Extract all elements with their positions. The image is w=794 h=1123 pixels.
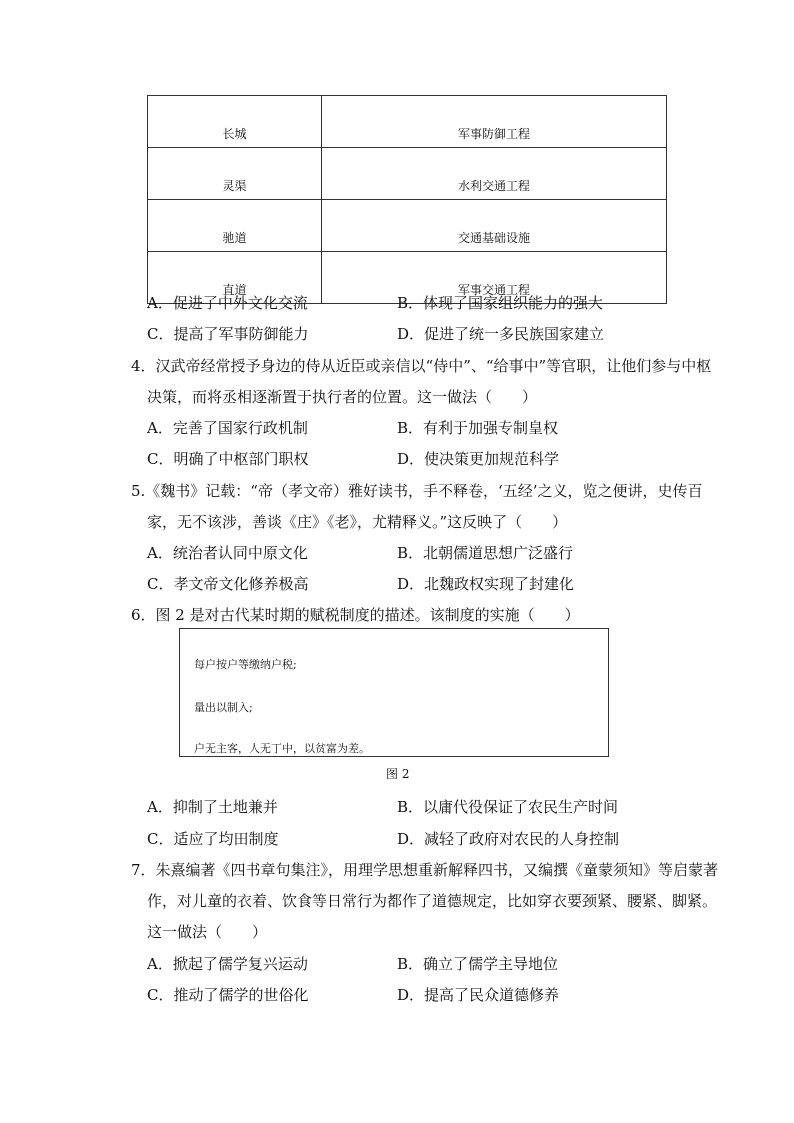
q7-stem-line2: 作，对儿童的衣着、饮食等日常行为都作了道德规定，比如穿衣要颈紧、腰紧、脚紧。: [147, 892, 718, 910]
q5-option-d: D．北魏政权实现了封建化: [397, 575, 575, 593]
table-cell-type: 军事交通工程: [322, 252, 667, 304]
q6-stem: 6．图 2 是对古代某时期的赋税制度的描述。该制度的实施（ ）: [131, 606, 580, 624]
q7-stem-line3: 这一做法（ ）: [147, 923, 268, 941]
box-line: 每户按户等缴纳户税;: [194, 658, 297, 671]
q6-option-b: B．以庸代役保证了农民生产时间: [397, 798, 619, 816]
q3-option-b: B．体现了国家组织能力的强大: [397, 294, 604, 312]
table-cell-type: 交通基础设施: [322, 200, 667, 252]
q4-stem-line2: 决策，而将丞相逐渐置于执行者的位置。这一做法（ ）: [147, 388, 538, 406]
table-row: [148, 148, 667, 200]
q5-option-a: A．统治者认同中原文化: [147, 544, 308, 562]
projects-table: [147, 95, 667, 304]
table-cell-type: 水利交通工程: [322, 148, 667, 200]
q7-option-b: B．确立了儒学主导地位: [397, 955, 559, 973]
table-cell-name: 直道: [148, 252, 322, 304]
q7-option-c: C．推动了儒学的世俗化: [147, 986, 309, 1004]
figure-caption: 图 2: [386, 767, 410, 781]
q6-option-c: C．适应了均田制度: [147, 830, 279, 848]
table-cell-type: 军事防御工程: [322, 96, 667, 148]
q4-option-b: B．有利于加强专制皇权: [397, 419, 559, 437]
q3-option-a: A．促进了中外文化交流: [147, 294, 308, 312]
table-cell-name: 驰道: [148, 200, 322, 252]
table-cell-name: 长城: [148, 96, 322, 148]
q5-stem-line2: 家，无不该涉，善谈《庄》《老》，尤精释义。”这反映了（ ）: [147, 513, 568, 531]
q6-option-d: D．减轻了政府对农民的人身控制: [397, 830, 620, 848]
table-row: [148, 96, 667, 148]
q3-option-c: C．提高了军事防御能力: [147, 325, 309, 343]
tax-description-box: [179, 628, 609, 757]
q5-stem-line1: 5.《魏书》记载：“帝（孝文帝）雅好读书，手不释卷，‘五经’之义，览之便讲，史传百: [131, 482, 703, 500]
q3-option-d: D．促进了统一多民族国家建立: [397, 325, 605, 343]
q7-option-d: D．提高了民众道德修养: [397, 986, 560, 1004]
table-row: [148, 200, 667, 252]
table-cell-name: 灵渠: [148, 148, 322, 200]
q4-option-d: D．使决策更加规范科学: [397, 450, 560, 468]
q4-stem-line1: 4．汉武帝经常授予身边的侍从近臣或亲信以“侍中”、“给事中”等官职，让他们参与中枢: [131, 357, 712, 375]
q7-option-a: A．掀起了儒学复兴运动: [147, 955, 308, 973]
q4-option-c: C．明确了中枢部门职权: [147, 450, 309, 468]
q4-option-a: A．完善了国家行政机制: [147, 419, 308, 437]
q7-stem-line1: 7．朱熹编著《四书章句集注》，用理学思想重新解释四书，又编撰《童蒙须知》等启蒙著: [131, 861, 719, 879]
q5-option-b: B．北朝儒道思想广泛盛行: [397, 544, 574, 562]
box-line: 户无主客，人无丁中，以贫富为差。: [194, 742, 370, 755]
q5-option-c: C．孝文帝文化修养极高: [147, 575, 309, 593]
q6-option-a: A．抑制了土地兼并: [147, 798, 278, 816]
box-line: 量出以制入;: [194, 701, 253, 714]
